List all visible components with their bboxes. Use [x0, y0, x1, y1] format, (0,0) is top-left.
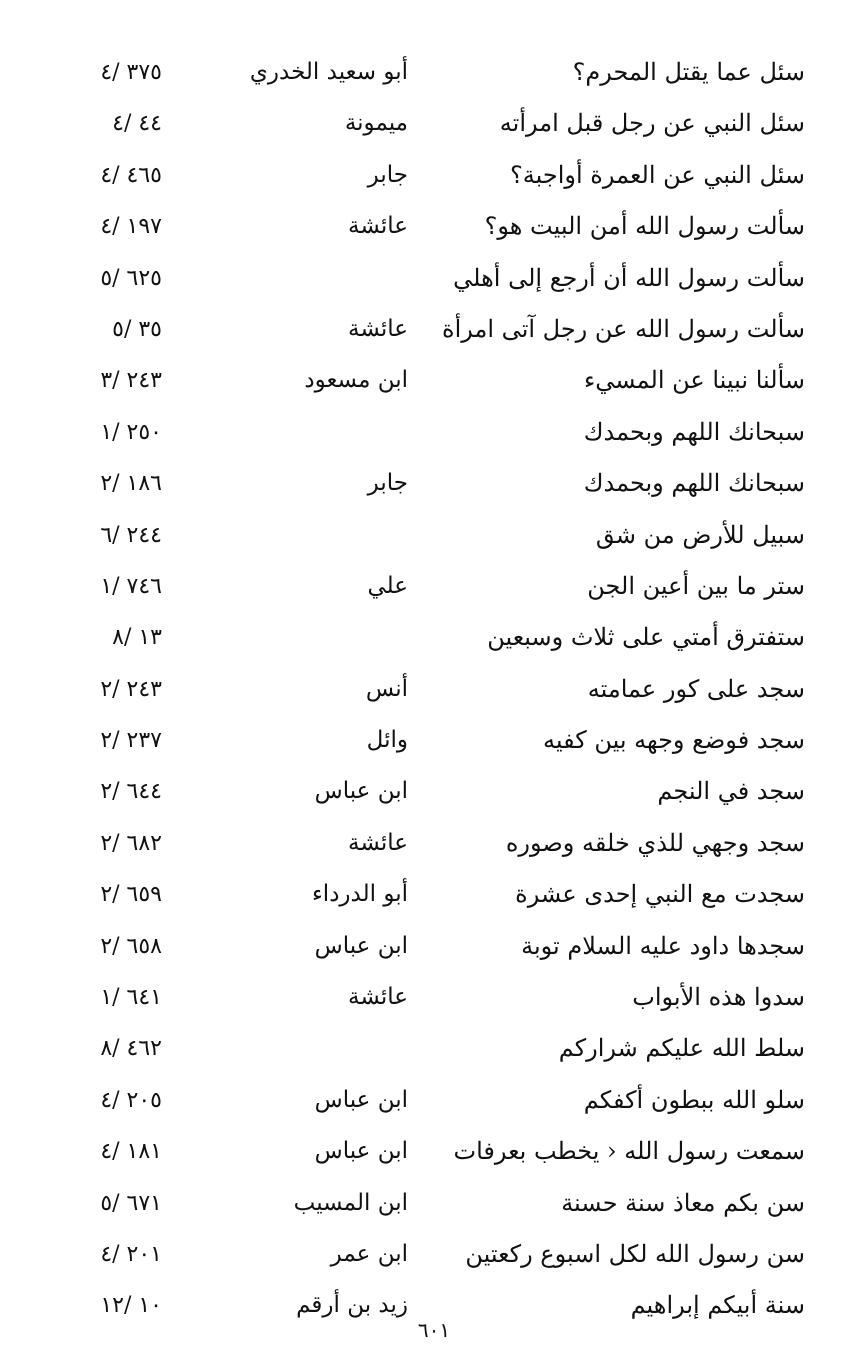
index-row — [0, 715, 868, 766]
hadith-phrase: سجد على كور عمامته — [587, 674, 805, 703]
index-row — [0, 869, 868, 920]
narrator-name: علي — [367, 572, 408, 599]
index-row — [0, 766, 868, 817]
narrator-name: ابن عمر — [330, 1240, 408, 1267]
volume-page-reference: ٤٦٢ /٨ — [100, 1036, 162, 1062]
hadith-phrase: سئل عما يقتل المحرم؟ — [572, 58, 805, 86]
volume-page-reference: ٣٧٥ /٤ — [100, 60, 162, 85]
hadith-phrase: سبحانك اللهم وبحمدك — [583, 417, 805, 446]
index-row — [0, 1229, 868, 1280]
volume-page-reference: ٦٤٤ /٢ — [100, 779, 162, 805]
index-row — [0, 355, 868, 406]
index-row — [0, 818, 868, 869]
narrator-name: ابن عباس — [314, 1086, 408, 1113]
volume-page-reference: ٣٥ /٥ — [112, 316, 162, 342]
volume-page-reference: ٤٤ /٤ — [112, 111, 162, 137]
index-row — [0, 98, 868, 149]
volume-page-reference: ١٨٦ /٢ — [100, 471, 162, 497]
index-row — [0, 972, 868, 1023]
hadith-phrase: سألت رسول الله أمن البيت هو؟ — [484, 212, 805, 241]
volume-page-reference: ٦٤١ /١ — [100, 985, 162, 1011]
index-row — [0, 304, 868, 355]
index-row — [0, 407, 868, 458]
volume-page-reference: ٦٧١ /٥ — [100, 1190, 162, 1216]
hadith-phrase: سجدت مع النبي إحدى عشرة — [515, 880, 805, 909]
hadith-phrase: سئل النبي عن رجل قبل امرأته — [499, 109, 805, 138]
hadith-phrase: سنة أبيكم إبراهيم — [630, 1291, 805, 1320]
hadith-phrase: سن بكم معاذ سنة حسنة — [561, 1188, 805, 1217]
volume-page-reference: ١٨١ /٤ — [100, 1139, 162, 1165]
narrator-name: ابن مسعود — [304, 367, 408, 394]
hadith-phrase: ستر ما بين أعين الجن — [587, 571, 805, 600]
volume-page-reference: ٢٠٥ /٤ — [100, 1087, 162, 1113]
volume-page-reference: ٦٥٨ /٢ — [100, 933, 162, 959]
hadith-phrase: سجد في النجم — [657, 777, 805, 806]
narrator-name: ميمونة — [344, 110, 408, 137]
volume-page-reference: ٦٢٥ /٥ — [100, 265, 162, 291]
narrator-name: ابن المسيب — [293, 1189, 408, 1216]
hadith-phrase: سجدها داود عليه السلام توبة — [521, 931, 805, 960]
narrator-name: ابن عباس — [314, 1138, 408, 1165]
narrator-name: ابن عباس — [314, 778, 408, 805]
volume-page-reference: ٢٤٤ /٦ — [100, 522, 162, 548]
volume-page-reference: ٢٤٣ /٢ — [100, 676, 162, 702]
index-row — [0, 458, 868, 509]
hadith-phrase: سألت رسول الله أن أرجع إلى أهلي — [453, 263, 805, 292]
hadith-phrase: ستفترق أمتي على ثلاث وسبعين — [487, 623, 805, 652]
hadith-phrase: سئل النبي عن العمرة أواجبة؟ — [510, 160, 805, 189]
narrator-name: عائشة — [348, 984, 408, 1011]
hadith-phrase: سألت رسول الله عن رجل آتى امرأة — [442, 314, 805, 343]
narrator-name: عائشة — [348, 315, 408, 342]
narrator-name: وائل — [366, 727, 408, 754]
volume-page-reference: ٢٥٠ /١ — [100, 419, 162, 445]
volume-page-reference: ٧٤٦ /١ — [100, 573, 162, 599]
index-row — [0, 612, 868, 663]
page-number: ٦٠١ — [417, 1318, 451, 1342]
volume-page-reference: ٦٨٢ /٢ — [100, 830, 162, 856]
hadith-phrase: سن رسول الله لكل اسبوع ركعتين — [465, 1239, 805, 1268]
narrator-name: عائشة — [348, 213, 408, 240]
index-row — [0, 664, 868, 715]
index-row — [0, 510, 868, 561]
hadith-index-table — [0, 47, 868, 1332]
narrator-name: عائشة — [348, 829, 408, 856]
hadith-phrase: سلو الله ببطون أكفكم — [583, 1085, 805, 1114]
index-row — [0, 253, 868, 304]
index-row — [0, 1126, 868, 1177]
narrator-name: زيد بن أرقم — [296, 1292, 408, 1319]
hadith-phrase: سجد فوضع وجهه بين كفيه — [543, 726, 805, 755]
volume-page-reference: ٤٦٥ /٤ — [100, 162, 162, 188]
volume-page-reference: ٢٠١ /٤ — [100, 1241, 162, 1267]
narrator-name: أبو الدرداء — [311, 881, 408, 908]
hadith-phrase: سجد وجهي للذي خلقه وصوره — [505, 828, 805, 857]
volume-page-reference: ١٠ /١٢ — [100, 1293, 162, 1319]
index-row — [0, 1075, 868, 1126]
narrator-name: جابر — [367, 470, 408, 497]
index-row — [0, 201, 868, 252]
narrator-name: أنس — [365, 675, 408, 702]
narrator-name: ابن عباس — [314, 932, 408, 959]
index-row — [0, 921, 868, 972]
index-row — [0, 150, 868, 201]
hadith-phrase: سلط الله عليكم شراركم — [558, 1034, 805, 1063]
volume-page-reference: ١٣ /٨ — [112, 625, 162, 651]
hadith-phrase: سبيل للأرض من شق — [595, 520, 805, 549]
hadith-phrase: سبحانك اللهم وبحمدك — [583, 469, 805, 498]
hadith-phrase: سدوا هذه الأبواب — [632, 983, 805, 1012]
index-row — [0, 561, 868, 612]
index-row — [0, 1178, 868, 1229]
volume-page-reference: ٦٥٩ /٢ — [100, 882, 162, 908]
narrator-name: جابر — [367, 161, 408, 188]
volume-page-reference: ٢٤٣ /٣ — [100, 368, 162, 394]
narrator-name: أبو سعيد الخدري — [249, 59, 408, 85]
hadith-phrase: سمعت رسول الله ‹ يخطب بعرفات — [453, 1137, 805, 1166]
volume-page-reference: ٢٣٧ /٢ — [100, 728, 162, 754]
volume-page-reference: ١٩٧ /٤ — [100, 214, 162, 240]
hadith-phrase: سألنا نبينا عن المسيء — [583, 366, 805, 395]
index-row — [0, 1023, 868, 1074]
index-row — [0, 47, 868, 98]
